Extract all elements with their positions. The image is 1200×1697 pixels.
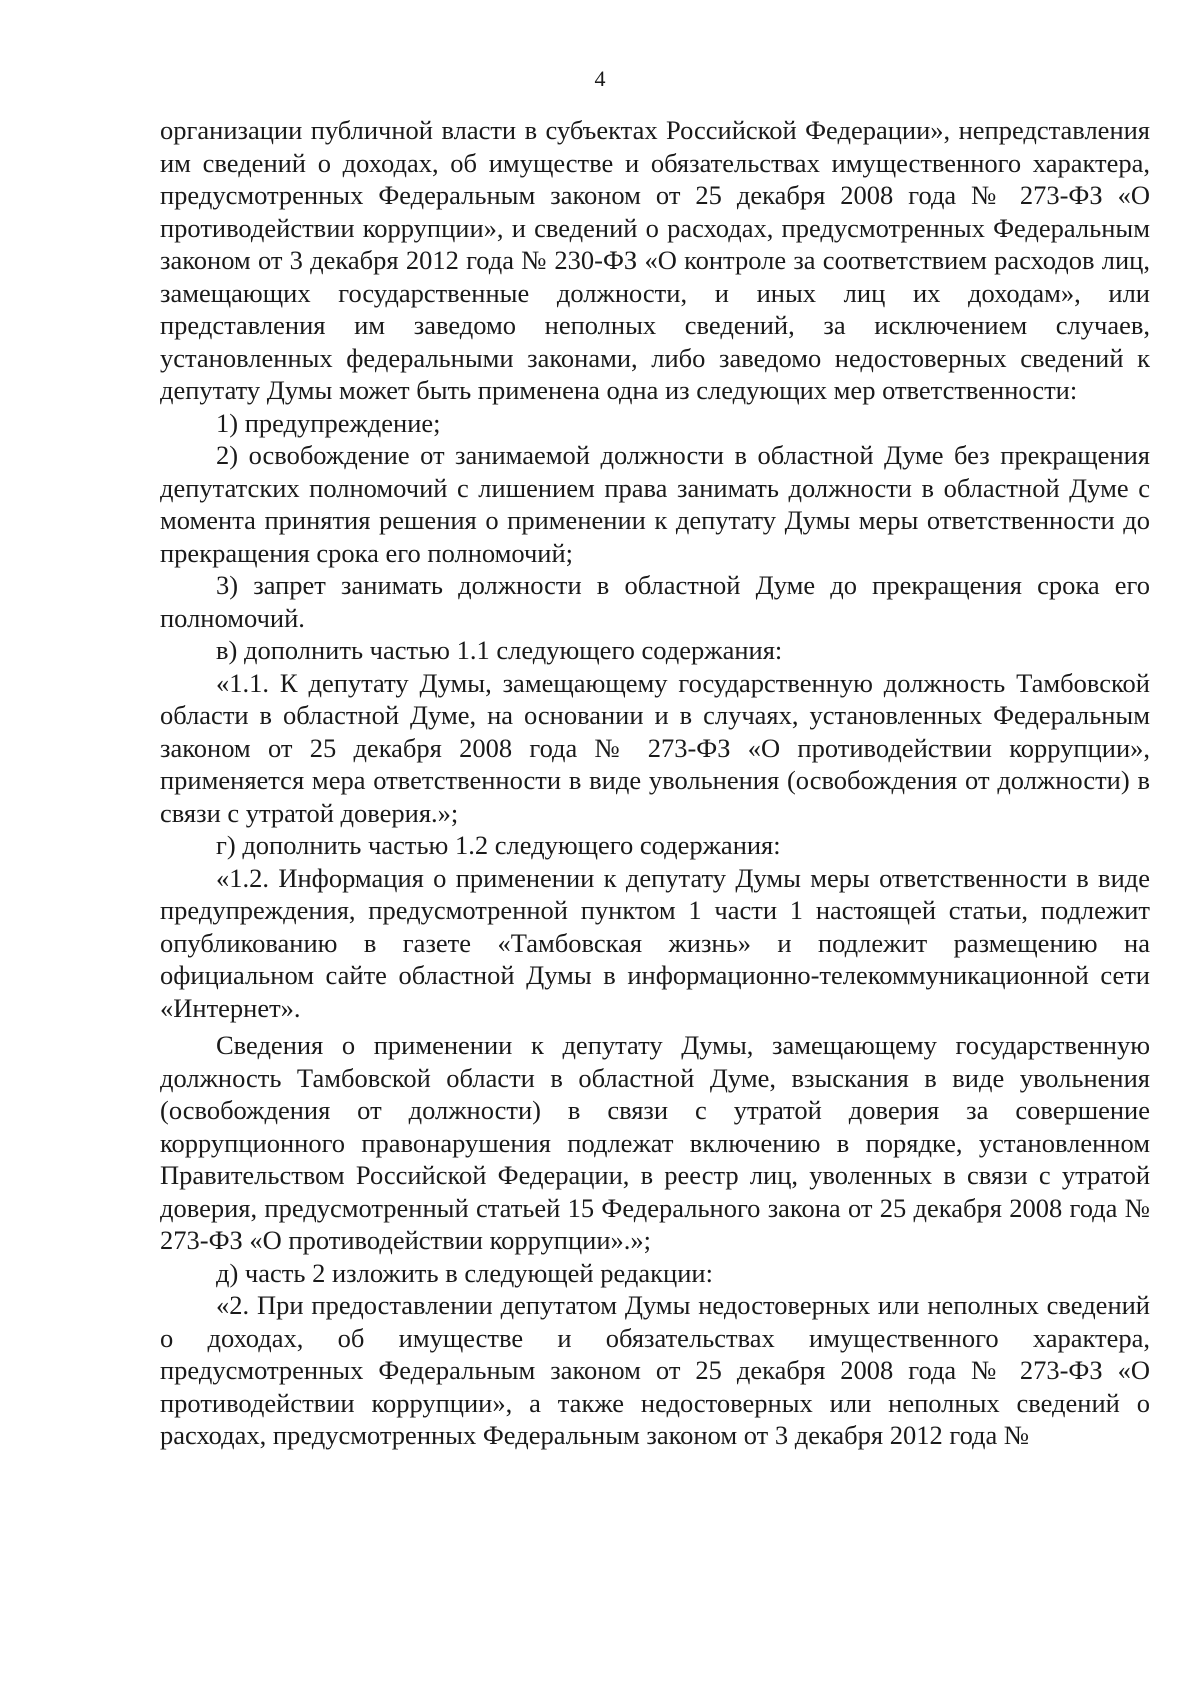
clause-1-2: «1.2. Информация о применении к депутату Думы меры ответственности в виде предупреждения, предусмотренной пунктом 1 части 1 настоящей статьи, подлежит опубликованию в газете «Тамбовская жизнь» и подлежит размещению на официальном сайте областной Думы в информационно-телекоммуникационной сети «Интернет». bbox=[160, 862, 1150, 1023]
list-item-warning: 1) предупреждение; bbox=[216, 407, 441, 438]
amendment-item-d: д) часть 2 изложить в следующей редакции: bbox=[216, 1257, 713, 1288]
amendment-item-g: г) дополнить частью 1.2 следующего содержания: bbox=[216, 830, 781, 860]
paragraph-continuation: организации публичной власти в субъектах Российской Федерации», непредставления им сведений о доходах, об имуществе и обязательствах имущественного характера, предусмотренных Федеральным законом от 25 декабря 2008 года № 273-ФЗ «О противодействии коррупции», и сведений о расходах, предусмотренных Федеральным законом от 3 декабря 2012 года № 230-ФЗ «О контроле за соответствием расходов лиц, замещающих государственные должности, и иных лиц их доходам», или представления им заведомо неполных сведений, за исключением случаев, установленных федеральными законами, либо заведомо недостоверных сведений к депутату Думы может быть применена одна из следующих мер ответственности: bbox=[160, 115, 1150, 405]
list-item-release-from-position: 2) освобождение от занимаемой должности в областной Думе без прекращения депутатских полномочий с лишением права занимать должности в областной Думе с момента принятия решения о применении к депутату Думы меры ответственности до прекращения срока его полномочий; bbox=[160, 440, 1150, 568]
clause-2: «2. При предоставлении депутатом Думы недостоверных или неполных сведений о доходах, об имуществе и обязательствах имущественного характера, предусмотренных Федеральным законом от 25 декабря 2008 года № 273-ФЗ «О противодействии коррупции», а также недостоверных или неполных сведений о расходах, предусмотренных Федеральным законом от 3 декабря 2012 года № bbox=[160, 1290, 1150, 1450]
clause-1-1: «1.1. К депутату Думы, замещающему государственную должность Тамбовской области в областной Думе, на основании и в случаях, установленных Федеральным законом от 25 декабря 2008 года № 273-ФЗ «О противодействии коррупции», применяется мера ответственности в виде увольнения (освобождения от должности) в связи с утратой доверия.»; bbox=[160, 667, 1150, 828]
document-body bbox=[160, 114, 1150, 1452]
list-item-ban-on-positions: 3) запрет занимать должности в областной Думе до прекращения срока его полномочий. bbox=[160, 570, 1150, 633]
clause-1-2-register-paragraph: Сведения о применении к депутату Думы, замещающему государственную должность Тамбовской области в областной Думе, взыскания в виде увольнения (освобождения от должности) в связи с утратой доверия за совершение коррупционного правонарушения подлежат включению в порядке, установленном Правительством Российской Федерации, в реестр лиц, уволенных в связи с утратой доверия, предусмотренный статьей 15 Федерального закона от 25 декабря 2008 года № 273-ФЗ «О противодействии коррупции».»; bbox=[160, 1030, 1150, 1255]
page-number: 4 bbox=[594, 66, 606, 91]
amendment-item-v: в) дополнить частью 1.1 следующего содержания: bbox=[216, 635, 783, 665]
